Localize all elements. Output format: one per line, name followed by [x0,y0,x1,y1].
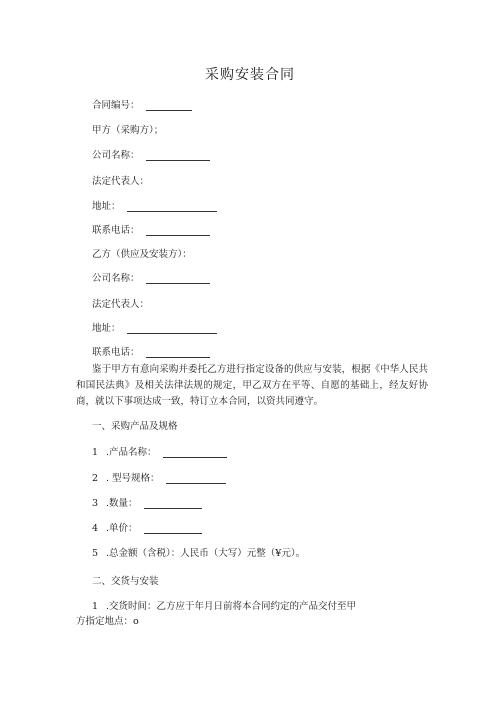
delivery-location-text: 方指定地点：o [76,616,139,627]
product-name-line [92,444,227,458]
unit-price-line [92,520,202,534]
total-amount-label: .总金额（含税）：人民币（大写）元整（¥元）。 [106,548,306,559]
party-a-phone-blank [146,225,210,236]
delivery-time-text: .交货时间：乙方应于年月日前将本合同约定的产品交付至甲 [106,601,357,612]
item-number: 5 [92,548,99,559]
quantity-blank [144,498,202,509]
model-spec-line [92,470,226,484]
party-b-address-label: 地址： [92,323,121,334]
party-b-address-line [92,320,217,334]
section-1-heading [92,418,178,432]
item-number: 4 [92,523,99,534]
contract-number-label: 合同编号： [92,100,140,111]
party-b-address-blank [127,323,217,334]
item-number: 2 [92,473,99,484]
item-number: 1 [92,447,99,458]
party-b-label: 乙方（供应及安装方）： [92,249,192,260]
item-number: 1 [92,601,99,612]
party-a-address-blank [127,201,217,212]
party-a-company-line [92,147,210,161]
section-1-heading-text: 一、采购产品及规格 [92,421,178,432]
party-b-phone-line [92,344,210,358]
party-a-company-blank [146,150,210,161]
section-2-heading [92,573,159,587]
party-b-phone-label: 联系电话： [92,347,140,358]
delivery-location-line [76,613,139,627]
intro-paragraph: 鉴于甲方有意向采购并委托乙方进行指定设备的供应与安装，根据《中华人民共和国民法典》及相关法律法规的规定，甲乙双方在平等、自愿的基础上，经友好协商，就以下事项达成一致，特订立本合同，以资共同遵守。 [76,364,428,407]
product-name-blank [163,447,227,458]
party-b-legal-rep-line [92,296,149,310]
party-a-address-line [92,198,217,212]
item-number: 3 [92,498,99,509]
party-b-company-label: 公司名称： [92,273,140,284]
party-b-phone-blank [146,347,210,358]
party-a-phone-label: 联系电话： [92,225,140,236]
party-a-legal-rep-label: 法定代表人： [92,176,150,187]
delivery-time-line [92,598,356,612]
party-b-heading [92,246,192,260]
section-2-heading-text: 二、交货与安装 [92,576,159,587]
model-spec-blank [166,473,226,484]
quantity-label: .数量： [106,498,138,509]
unit-price-blank [144,523,202,534]
party-a-company-label: 公司名称： [92,150,140,161]
total-amount-line [92,545,305,559]
quantity-line [92,495,202,509]
party-b-company-line [92,270,210,284]
contract-number-line [92,97,192,111]
contract-number-blank [146,100,192,111]
document-title: 采购安装合同 [205,67,295,83]
party-b-legal-rep-label: 法定代表人： [92,299,150,310]
party-a-heading [92,122,163,136]
party-a-legal-rep-line [92,173,149,187]
party-a-phone-line [92,222,210,236]
party-a-label: 甲方（采购方）； [92,125,164,136]
party-b-company-blank [146,273,210,284]
model-spec-label: . 型号规格： [106,473,160,484]
party-a-address-label: 地址： [92,201,121,212]
unit-price-label: .单价： [106,523,138,534]
product-name-label: .产品名称： [106,447,157,458]
